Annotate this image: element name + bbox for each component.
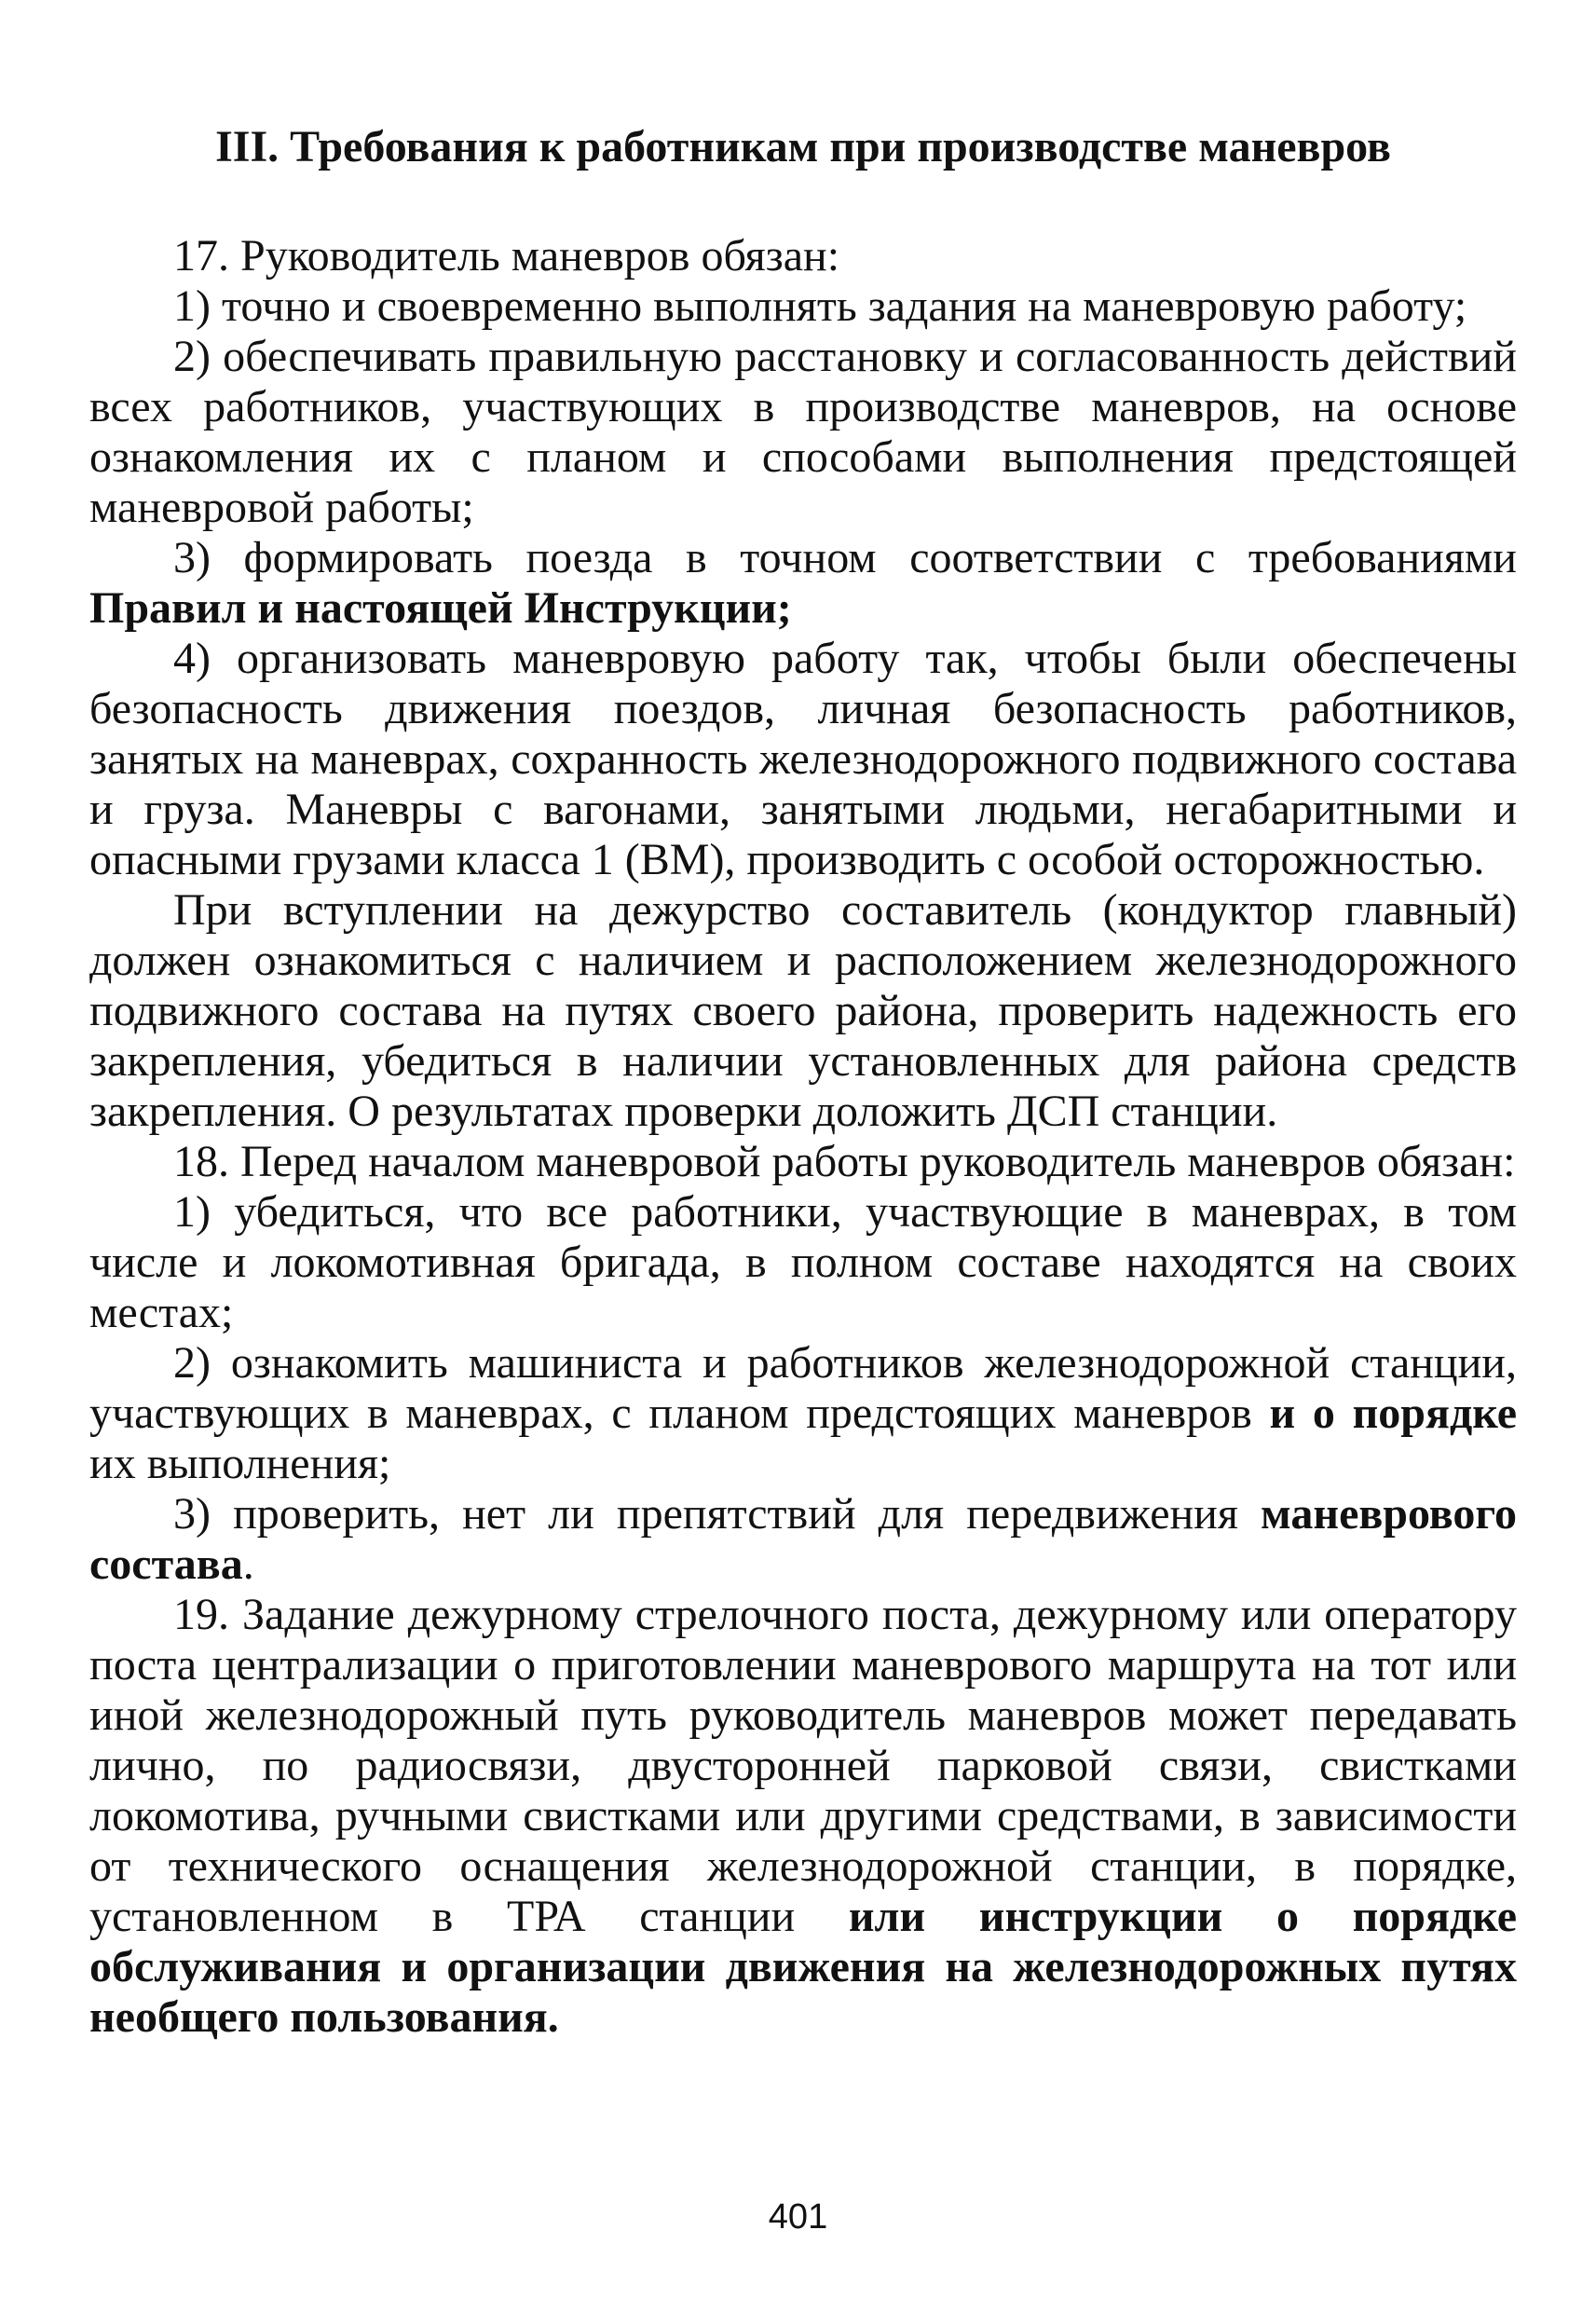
paragraph [89, 634, 1517, 885]
text-run: 18. Перед началом маневровой работы руководитель маневров обязан: [173, 1137, 1516, 1186]
paragraph [89, 1187, 1517, 1338]
document-page [89, 121, 1517, 2043]
bold-text-run: и о порядке [1269, 1389, 1517, 1438]
paragraph [89, 533, 1517, 634]
bold-text-run: или инструкции о порядке обслуживания и организации движения на железнодорожных путях необщего пользования. [89, 1892, 1517, 2042]
paragraph [89, 1590, 1517, 2043]
text-run: их выполнения; [89, 1439, 391, 1488]
text-run: 3) формировать поезда в точном соответствии с требованиями [173, 533, 1517, 582]
text-run: 1) точно и своевременно выполнять задания на маневровую работу; [173, 281, 1467, 331]
page-number: 401 [768, 2197, 828, 2237]
paragraph [89, 885, 1517, 1137]
text-run: 1) убедиться, что все работники, участвующие в маневрах, в том числе и локомотивная бригада, в полном составе находятся на своих местах; [89, 1187, 1517, 1337]
text-run: 17. Руководитель маневров обязан: [173, 231, 840, 280]
paragraph [89, 1137, 1517, 1187]
bold-text-run: Правил и настоящей Инструкции; [89, 583, 792, 633]
section-heading: III. Требования к работникам при производстве маневров [215, 122, 1391, 171]
text-run: 19. Задание дежурному стрелочного поста, дежурному или оператору поста централизации о приготовлении маневрового маршрута на тот или иной железнодорожный путь руководитель маневров может передавать лично, по радиосвязи, двусторонней парковой связи, свистками локомотива, ручными свистками или другими средствами, в зависимости от технического оснащения железнодорожной станции, в порядке, установленном в ТРА станции [89, 1590, 1517, 1941]
paragraph [89, 231, 1517, 281]
text-run: . [242, 1539, 254, 1589]
paragraph [89, 332, 1517, 533]
paragraph [89, 281, 1517, 332]
text-run: 3) проверить, нет ли препятствий для передвижения [173, 1489, 1262, 1539]
text-run: При вступлении на дежурство составитель (кондуктор главный) должен ознакомиться с наличием и расположением железнодорожного подвижного состава на путях своего района, проверить надежность его закрепления, убедиться в наличии установленных для района средств закрепления. О результатах проверки доложить ДСП станции. [89, 885, 1517, 1136]
bold-text-run: маневрового состава [89, 1489, 1517, 1589]
paragraph [89, 1489, 1517, 1590]
paragraph [89, 1338, 1517, 1489]
text-run: 4) организовать маневровую работу так, чтобы были обеспечены безопасность движения поездов, личная безопасность работников, занятых на маневрах, сохранность железнодорожного подвижного состава и груза. Маневры с вагонами, занятыми людьми, негабаритными и опасными грузами класса 1 (ВМ), производить с особой осторожностью. [89, 634, 1517, 884]
document-body [89, 231, 1517, 2043]
text-run: 2) обеспечивать правильную расстановку и согласованность действий всех работников, участвующих в производстве маневров, на основе ознакомления их с планом и способами выполнения предстоящей маневровой работы; [89, 332, 1517, 532]
text-run: 2) ознакомить машиниста и работников железнодорожной станции, участвующих в маневрах, с планом предстоящих маневров [89, 1338, 1517, 1438]
